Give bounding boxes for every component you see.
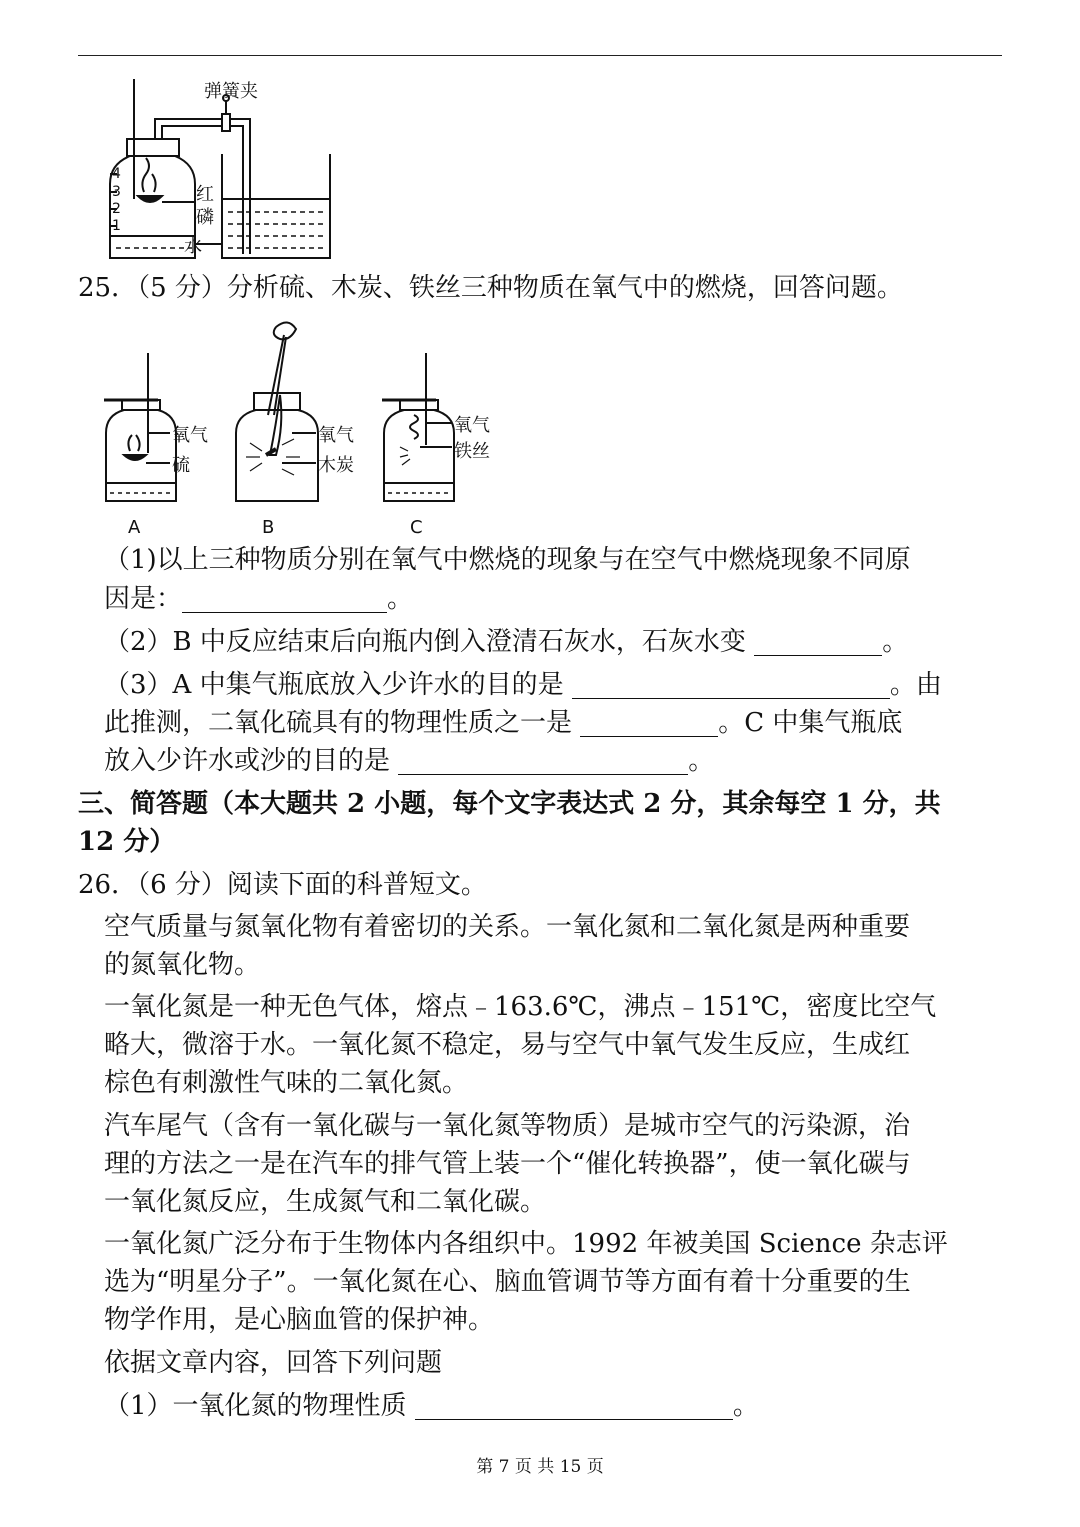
figure-combustion-jars <box>100 315 520 540</box>
q26-para4-line2: 选为“明星分子”。一氧化氮在心、脑血管调节等方面有着十分重要的生 <box>104 1267 911 1297</box>
scale-label-1: 1 <box>112 218 121 234</box>
q25-p1-prefix: 因是： <box>104 584 183 614</box>
q26-para1-line2: 的氮氧化物。 <box>104 950 261 980</box>
q26-stem: 26．（6 分）阅读下面的科普短文。 <box>78 870 487 900</box>
q25-p3-line3 <box>104 743 714 779</box>
water-label: 水 <box>184 236 202 257</box>
q26-p1-suffix: 。 <box>732 1391 759 1421</box>
q25-p1-suffix: 。 <box>387 584 414 614</box>
q26-para1-line1: 空气质量与氮氧化物有着密切的关系。一氧化氮和二氧化氮是两种重要 <box>104 912 911 942</box>
figure-phosphorus-apparatus <box>100 74 340 264</box>
q25-p3-text3-suffix: 。 <box>688 746 715 776</box>
phosphorus-label-1: 红 <box>196 184 214 205</box>
clamp-label: 弹簧夹 <box>204 81 258 102</box>
scale-label-4: 4 <box>112 166 121 182</box>
jar-a-gas-label: 氧气 <box>172 425 208 446</box>
scale-label-3: 3 <box>112 184 121 200</box>
q26-para2-line3: 棕色有刺激性气味的二氧化氮。 <box>104 1068 469 1098</box>
q26-instruction: 依据文章内容，回答下列问题 <box>104 1348 443 1378</box>
q26-para2-line1: 一氧化氮是一种无色气体，熔点﹣163.6℃，沸点﹣151℃，密度比空气 <box>104 992 937 1022</box>
q26-p1 <box>104 1388 759 1424</box>
jar-c-substance-label: 铁丝 <box>454 441 490 462</box>
q25-stem: 25．（5 分）分析硫、木炭、铁丝三种物质在氧气中的燃烧，回答问题。 <box>78 273 903 303</box>
answer-blank-q25-3b[interactable] <box>580 708 718 737</box>
jar-c-letter: C <box>410 517 423 538</box>
phosphorus-label-2: 磷 <box>196 207 214 228</box>
q25-p1-line2 <box>104 581 413 617</box>
section3-title-line2: 12 分） <box>78 827 176 857</box>
answer-blank-q25-3c[interactable] <box>398 746 688 775</box>
q25-p2 <box>104 624 908 660</box>
q25-p3-text3: 放入少许水或沙的目的是 <box>104 746 399 776</box>
q25-p3-line1 <box>104 667 942 703</box>
q25-p2-text: （2）B 中反应结束后向瓶内倒入澄清石灰水，石灰水变 <box>104 627 755 657</box>
q26-para3-line1: 汽车尾气（含有一氧化碳与一氧化氮等物质）是城市空气的污染源，治 <box>104 1111 911 1141</box>
answer-blank-q25-1[interactable] <box>182 584 387 613</box>
q25-p3-text2: 此推测，二氧化硫具有的物理性质之一是 <box>104 708 581 738</box>
jar-b-letter: B <box>262 517 275 538</box>
q26-para3-line3: 一氧化氮反应，生成氮气和二氧化碳。 <box>104 1187 547 1217</box>
q26-para3-line2: 理的方法之一是在汽车的排气管上装一个“催化转换器”，使一氧化碳与 <box>104 1149 911 1179</box>
q25-p1-line1: （1)以上三种物质分别在氧气中燃烧的现象与在空气中燃烧现象不同原 <box>104 545 911 575</box>
scale-label-2: 2 <box>112 201 121 217</box>
answer-blank-q25-3a[interactable] <box>572 670 890 699</box>
answer-blank-q26-1[interactable] <box>415 1391 733 1420</box>
q25-p3-text1-suffix: 。由 <box>889 670 942 700</box>
q25-p3-line2 <box>104 705 902 741</box>
top-rule <box>78 55 1002 56</box>
q26-para4-line1: 一氧化氮广泛分布于生物体内各组织中。1992 年被美国 Science 杂志评 <box>104 1229 948 1259</box>
q25-p3-text1: （3）A 中集气瓶底放入少许水的目的是 <box>104 670 572 700</box>
answer-blank-q25-2[interactable] <box>754 627 882 656</box>
q26-p1-text: （1）一氧化氮的物理性质 <box>104 1391 415 1421</box>
jar-b-substance-label: 木炭 <box>318 455 354 476</box>
q25-p2-suffix: 。 <box>882 627 909 657</box>
page-footer: 第 7 页 共 15 页 <box>476 1457 604 1477</box>
section3-title-line1: 三、简答题（本大题共 2 小题，每个文字表达式 2 分，其余每空 1 分，共 <box>78 789 941 819</box>
jar-a-letter: A <box>128 517 141 538</box>
q26-para2-line2: 略大，微溶于水。一氧化氮不稳定，易与空气中氧气发生反应，生成红 <box>104 1030 911 1060</box>
jar-c-gas-label: 氧气 <box>454 415 490 436</box>
jar-b-gas-label: 氧气 <box>318 425 354 446</box>
q26-para4-line3: 物学作用，是心脑血管的保护神。 <box>104 1305 495 1335</box>
q25-p3-text2-suffix: 。C 中集气瓶底 <box>718 708 903 738</box>
jar-a-substance-label: 硫 <box>172 455 190 476</box>
